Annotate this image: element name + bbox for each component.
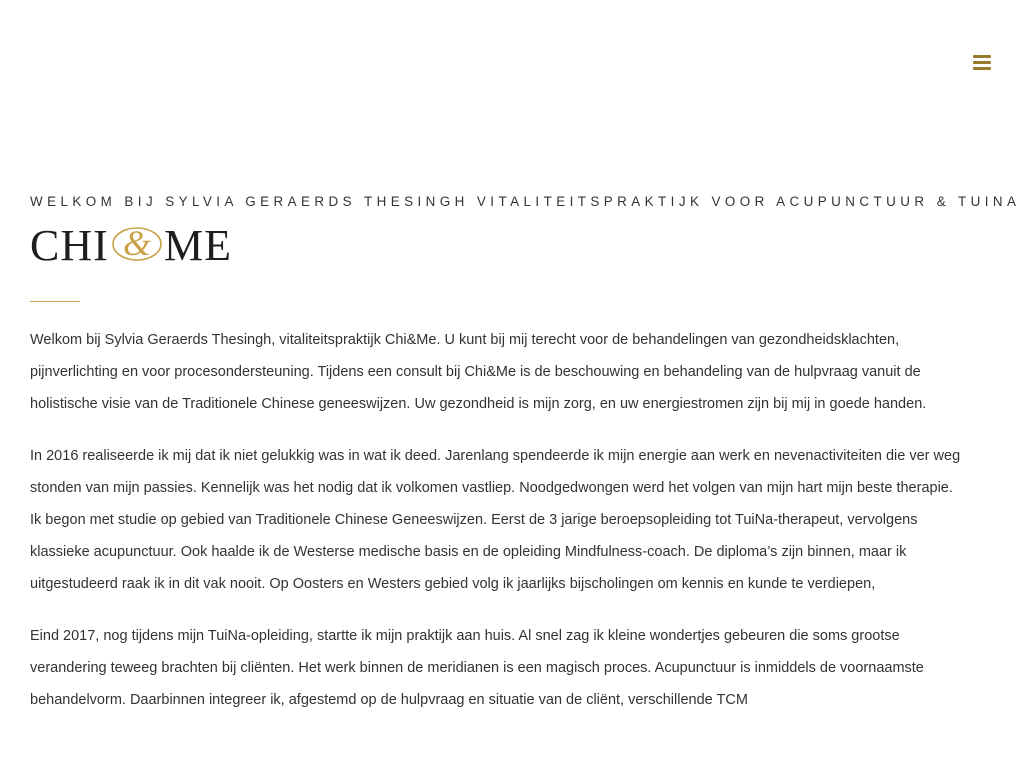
hamburger-menu-icon[interactable]: [973, 55, 991, 71]
paragraph-welcome: Welkom bij Sylvia Geraerds Thesingh, vitaliteitspraktijk Chi&Me. U kunt bij mij terecht voor de behandelingen van gezondheidsklachten, pijnverlichting en voor procesondersteuning. Tijdens een consult bij Chi&Me is de beschouwing en behandeling van de hulpvraag vanuit de holistische visie van de Traditionele Chinese geneeswijzen. Uw gezondheid is mijn zorg, en uw energiestromen zijn bij mij in goede handen.: [30, 332, 927, 412]
gold-divider: [30, 301, 80, 302]
chi-me-logo: [30, 223, 240, 273]
menu-bar-bottom: [973, 67, 991, 70]
main-content: [30, 193, 1021, 736]
menu-bar-top: [973, 55, 991, 58]
paragraph-practice: Eind 2017, nog tijdens mijn TuiNa-opleiding, startte ik mijn praktijk aan huis. Al snel zag ik kleine wondertjes gebeuren die soms grootse verandering teweeg brachten bij cliënten. Het werk binnen de meridianen is een magisch proces. Acupunctuur is inmiddels de voornaamste behandelvorm. Daarbinnen integreer ik, afgestemd op de hulpvraag en situatie van de cliënt, verschillende TCM: [30, 628, 924, 708]
welcome-tagline: WELKOM BIJ SYLVIA GERAERDS THESINGH VITALITEITSPRAKTIJK VOOR ACUPUNCTUUR & TUINA: [30, 194, 1021, 209]
logo-text-chi: CHI: [30, 221, 109, 270]
menu-bar-middle: [973, 61, 991, 64]
logo-ampersand: &: [122, 223, 152, 263]
logo-text-me: ME: [164, 221, 232, 270]
logo-ampersand-icon: [110, 218, 166, 264]
paragraph-story: In 2016 realiseerde ik mij dat ik niet gelukkig was in wat ik deed. Jarenlang spendeerde ik mijn energie aan werk en nevenactiviteiten die ver weg stonden van mijn passies. Kennelijk was het nodig dat ik volkomen vastliep. Noodgedwongen werd het volgen van mijn hart mijn beste therapie. Ik begon met studie op gebied van Traditionele Chinese Geneeswijzen. Eerst de 3 jarige beroepsopleiding tot TuiNa-therapeut, vervolgens klassieke acupunctuur. Ook haalde ik de Westerse medische basis en de opleiding Mindfulness-coach. De diploma’s zijn binnen, maar ik uitgestudeerd raak ik in dit vak nooit. Op Oosters en Westers gebied volg ik jaarlijks bijscholingen om kennis en kunde te verdiepen,: [30, 448, 961, 592]
